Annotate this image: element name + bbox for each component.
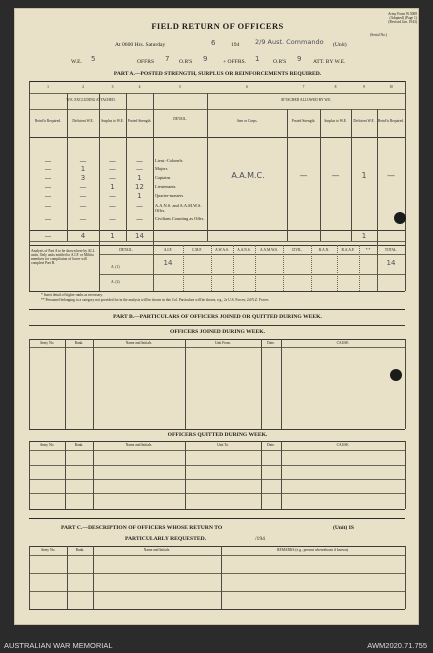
column-divider: [65, 441, 66, 509]
column-number: 10: [389, 85, 393, 89]
serial-label: (Serial No.): [370, 33, 387, 37]
or-label-2: O.R'S: [273, 59, 287, 65]
column-header: Deficient W.E.: [72, 119, 94, 123]
page-title: FIELD RETURN OF OFFICERS: [151, 21, 284, 31]
column-header: CAUSE.: [336, 341, 350, 345]
row-value: —: [44, 215, 52, 223]
row-value: —: [44, 192, 52, 200]
row-value: —: [79, 157, 87, 165]
detail-label: Civilians Counting as Offrs.: [155, 216, 205, 221]
row-value: —: [136, 157, 143, 165]
form-sheet: [14, 8, 419, 625]
column-divider: [221, 546, 222, 609]
unit-label: (Unit): [333, 42, 347, 48]
column-number: 7: [302, 85, 305, 89]
column-number: 3: [111, 85, 114, 89]
form-no-text: Army Form W.3008: [387, 12, 417, 16]
part-a-title: PART A.—POSTED STRENGTH, SURPLUS OR REINFORCEMENTS REQUIRED.: [113, 71, 322, 77]
column-number: 4: [138, 85, 141, 89]
att-deficient-value: 1: [361, 171, 367, 180]
column-number: 8: [334, 85, 337, 89]
column-number: 1: [47, 85, 49, 89]
footnote-2: ** Personnel belonging to a category not provided for in the analysis will be shown in this Col. Particulars will be shown, e.g., 2s U.S. Forces; 2d N.Z. Forces: [41, 298, 269, 302]
detail-label: A.A.N.S. and A.A.M.W.S. Offrs.: [155, 203, 202, 213]
total-reinf: —: [44, 232, 52, 240]
row-value: —: [44, 202, 52, 210]
analysis-column-header: A.A.N.S.: [237, 248, 251, 252]
row-value: 1: [110, 183, 115, 191]
punch-hole: [394, 212, 406, 224]
column-divider: [405, 339, 406, 429]
row-value: —: [109, 215, 116, 223]
we-label: W.E.: [71, 59, 82, 65]
row-value: —: [109, 192, 116, 200]
plus-offrs-value: 1: [255, 55, 260, 63]
row-value: —: [44, 157, 52, 165]
analysis-column-header: R.A.N.: [318, 248, 330, 252]
total-att-deficient: 1: [361, 232, 367, 240]
column-header: Date.: [267, 341, 275, 345]
analysis-divider: [311, 245, 312, 291]
row-value: —: [109, 202, 116, 210]
column-divider: [261, 441, 262, 509]
analysis-divider: [255, 245, 256, 291]
att-surplus-value: —: [331, 171, 340, 180]
analysis-divider: [183, 245, 184, 291]
part-c-requested: PARTICULARLY REQUESTED.: [125, 536, 207, 542]
form-revised-text: (Revised Jan. 1943): [388, 20, 417, 24]
punch-hole: [390, 369, 402, 381]
column-divider: [93, 546, 94, 609]
row-value: —: [79, 192, 87, 200]
column-header: Name and Initials.: [143, 548, 171, 552]
analysis-column-header: TOTAL.: [384, 248, 398, 252]
row-value: —: [44, 174, 52, 182]
analysis-aif-value: 14: [163, 259, 173, 267]
column-number: 9: [363, 85, 365, 89]
column-header: Posted Strength.: [291, 119, 316, 123]
analysis-divider: [283, 245, 284, 291]
plus-offrs-label: + OFFRS.: [223, 59, 247, 65]
we-value: 5: [91, 55, 96, 63]
or-label: O.R'S: [179, 59, 193, 65]
column-header: Surplus to W.E.: [324, 119, 347, 123]
footer-left: AUSTRALIAN WAR MEMORIAL: [4, 641, 113, 650]
analysis-column-header: C.M.F.: [192, 248, 202, 252]
column-divider: [29, 546, 30, 609]
footnote-1: * Insert detail of higher ranks as necessary.: [41, 293, 103, 297]
att-reinf-value: —: [387, 171, 395, 180]
row-value: —: [109, 165, 116, 173]
analysis-row-2-label: A. (2): [111, 280, 120, 284]
row-value: —: [109, 174, 116, 182]
column-header: DETAIL.: [173, 117, 187, 121]
time-line: At 0600 Hrs. Saturday: [115, 42, 166, 48]
row-value: 1: [137, 174, 142, 182]
we-excluding-heading: W.E. EXCLUDING ATTACHED.: [66, 98, 116, 102]
column-number: 2: [82, 85, 84, 89]
row-value: 12: [135, 183, 144, 191]
column-header: Unit To.: [217, 443, 229, 447]
unit-value: 2/9 Aust. Commando: [255, 38, 324, 46]
column-header: Reinf'ts Required.: [378, 119, 404, 123]
column-number: 6: [246, 85, 248, 89]
column-divider: [65, 339, 66, 429]
date-value: 6: [211, 39, 216, 47]
analysis-note: Analysis of Part A to be shown here by ALL units. Only units entitled to A.I.F. or Militia members for compilation of lower will complete Part B.: [31, 249, 95, 265]
analysis-column-header: A.I.F.: [163, 248, 173, 252]
analysis-column-header: CIVIL.: [291, 248, 303, 252]
column-header: REMARKS (e.g., present whereabouts if known).: [277, 548, 349, 552]
analysis-divider: [233, 245, 234, 291]
column-header: Arm or Corps.: [236, 119, 258, 123]
or-value: 9: [203, 55, 208, 63]
row-value: —: [79, 215, 87, 223]
footer-bar: [0, 638, 433, 653]
column-header: Rank.: [74, 341, 84, 345]
row-value: 1: [137, 192, 142, 200]
column-divider: [67, 546, 68, 609]
row-value: 1: [80, 165, 86, 173]
year-prefix: 194: [231, 42, 240, 48]
analysis-divider: [211, 245, 212, 291]
column-header: Rank.: [75, 548, 85, 552]
column-divider: [281, 339, 282, 429]
analysis-total-value: 14: [386, 259, 396, 267]
part-c-title: PART C.—DESCRIPTION OF OFFICERS WHOSE RETURN TO: [61, 525, 223, 531]
column-header: Name and Initials.: [125, 443, 153, 447]
detail-label: Majors: [155, 166, 168, 171]
column-divider: [29, 339, 30, 429]
footer-right: AWM2020.71.755: [367, 641, 427, 650]
column-header: Reinf'ts Required.: [35, 119, 61, 123]
part-c-year: /194: [255, 536, 265, 542]
row-value: —: [136, 215, 143, 223]
row-value: —: [109, 157, 116, 165]
column-number: 5: [179, 85, 181, 89]
att-label: ATT. BY W.E.: [313, 59, 346, 65]
total-surplus: 1: [110, 232, 115, 240]
analysis-divider: [377, 245, 378, 291]
column-header: Army No.: [39, 341, 55, 345]
column-header: Posted Strength.: [127, 119, 152, 123]
detail-label: Lieutenants: [155, 184, 176, 189]
column-header: CAUSE.: [336, 443, 350, 447]
analysis-divider: [337, 245, 338, 291]
row-value: —: [44, 165, 52, 173]
quitted-title: OFFICERS QUITTED DURING WEEK.: [167, 432, 268, 438]
column-divider: [405, 546, 406, 609]
row-value: —: [79, 183, 87, 191]
column-header: Surplus to W.E.: [101, 119, 124, 123]
column-divider: [185, 339, 186, 429]
or-value-2: 9: [297, 55, 302, 63]
att-posted-value: —: [299, 171, 308, 180]
part-c-unit-is: (Unit) IS: [333, 525, 354, 531]
detail-label: Lieut.-Colonels: [155, 158, 183, 163]
column-divider: [93, 339, 94, 429]
form-adapted-text: (Adapted) (Page 1): [389, 16, 417, 20]
arm-corps-value: A.A.M.C.: [231, 171, 265, 180]
analysis-column-header: * *: [365, 248, 371, 252]
detail-label: Quarter-masters: [155, 193, 184, 198]
row-value: 3: [80, 174, 86, 182]
joined-title: OFFICERS JOINED DURING WEEK.: [169, 329, 265, 335]
column-header: Army No.: [39, 443, 55, 447]
column-divider: [281, 441, 282, 509]
analysis-column-header: A.A.M.W.S.: [260, 248, 278, 252]
column-header: Deficient W.E.: [353, 119, 375, 123]
attached-allowed-heading: ATTACHED ALLOWED BY W.E.: [280, 98, 332, 102]
column-divider: [405, 441, 406, 509]
column-divider: [261, 339, 262, 429]
analysis-divider: [359, 245, 360, 291]
column-header: Rank.: [74, 443, 84, 447]
column-divider: [29, 441, 30, 509]
column-divider: [93, 441, 94, 509]
column-header: Date.: [267, 443, 275, 447]
part-b-title: PART B.—PARTICULARS OF OFFICERS JOINED OR QUITTED DURING WEEK.: [113, 314, 322, 320]
row-value: —: [136, 165, 143, 173]
analysis-row-1-label: A. (1): [111, 265, 120, 269]
column-header: Army No.: [40, 548, 56, 552]
row-value: —: [79, 202, 87, 210]
analysis-divider: [153, 245, 154, 291]
detail-label: Captains: [155, 175, 171, 180]
row-value: —: [136, 202, 143, 210]
offrs-label: OFFRS: [137, 59, 155, 65]
total-deficient: 4: [80, 232, 86, 240]
column-divider: [185, 441, 186, 509]
row-value: —: [44, 183, 52, 191]
column-header: Name and Initials.: [125, 341, 153, 345]
offrs-value: 7: [165, 55, 170, 63]
analysis-column-header: A.W.A.S.: [215, 248, 229, 252]
analysis-column-header: R.A.A.F.: [341, 248, 355, 252]
total-posted: 14: [135, 232, 144, 240]
analysis-column-header: DETAIL.: [119, 248, 133, 252]
column-header: Unit From.: [215, 341, 231, 345]
